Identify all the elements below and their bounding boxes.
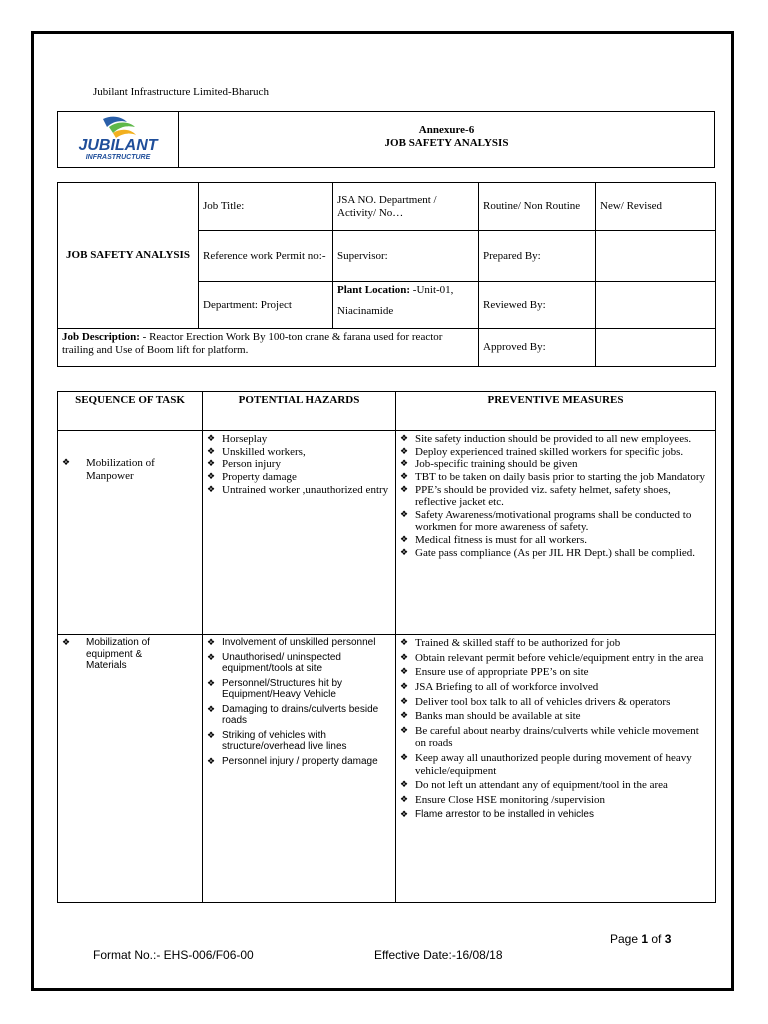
- diamond-bullet-icon: ❖: [207, 651, 216, 662]
- table-row: [58, 635, 716, 903]
- diamond-bullet-icon: ❖: [400, 779, 409, 790]
- approved-by-field: Approved By:: [479, 329, 596, 367]
- effective-date: Effective Date:-16/08/18: [374, 948, 503, 962]
- task-table: [57, 391, 716, 903]
- list-item: ❖ PPE’s should be provided viz. safety helmet, safety shoes, reflective jacket etc.: [400, 483, 671, 509]
- column-header-task: SEQUENCE OF TASK: [58, 392, 203, 431]
- diamond-bullet-icon: ❖: [400, 546, 409, 557]
- jsa-label: JOB SAFETY ANALYSIS: [58, 183, 199, 329]
- list-item: ❖ Deploy experienced trained skilled workers for specific jobs.: [400, 445, 684, 458]
- supervisor-field: Supervisor:: [333, 231, 479, 282]
- company-logo: [58, 112, 179, 168]
- reviewed-by-field: Reviewed By:: [479, 282, 596, 329]
- job-description: [58, 329, 479, 367]
- list-item: ❖ Untrained worker ,unauthorized entry: [207, 483, 389, 496]
- company-name: Jubilant Infrastructure Limited-Bharuch: [93, 86, 269, 98]
- diamond-bullet-icon: ❖: [400, 695, 409, 706]
- diamond-bullet-icon: ❖: [207, 470, 216, 481]
- list-item: ❖ Job-specific training should be given: [400, 458, 578, 471]
- format-number: Format No.:- EHS-006/F06-00: [93, 948, 254, 962]
- list-item: ❖ Damaging to drains/culverts beside roads: [207, 703, 379, 726]
- hazards-cell: [203, 635, 396, 903]
- list-item: ❖ Personnel/Structures hit by Equipment/Heavy Vehicle: [207, 677, 343, 700]
- task-cell: [58, 431, 203, 635]
- table-row: [58, 431, 716, 635]
- department-field: Department: Project: [199, 282, 333, 329]
- list-item: ❖ Personnel injury / property damage: [207, 755, 378, 767]
- svg-text:INFRASTRUCTURE: INFRASTRUCTURE: [85, 153, 151, 161]
- diamond-bullet-icon: ❖: [400, 508, 409, 519]
- diamond-bullet-icon: ❖: [400, 651, 409, 662]
- plant-location-value: -Unit-01,: [410, 284, 454, 296]
- list-item: ❖ Unskilled workers,: [207, 445, 306, 458]
- diamond-bullet-icon: ❖: [62, 637, 71, 647]
- list-item: ❖ Be careful about nearby drains/culverts while vehicle movement on roads: [400, 724, 699, 750]
- list-item: ❖ Deliver tool box talk to all of vehicles drivers & operators: [400, 695, 671, 708]
- task-label: Mobilization of equipment & Materials: [86, 637, 150, 671]
- task-cell: [58, 635, 203, 903]
- job-description-label: Job Description:: [62, 331, 140, 343]
- diamond-bullet-icon: ❖: [207, 433, 216, 443]
- list-item: ❖ Flame arrestor to be installed in vehicles: [400, 808, 594, 820]
- svg-text:JUBILANT: JUBILANT: [78, 136, 158, 154]
- prepared-by-value: [596, 231, 716, 282]
- diamond-bullet-icon: ❖: [400, 724, 409, 735]
- diamond-bullet-icon: ❖: [62, 457, 71, 467]
- diamond-bullet-icon: ❖: [400, 433, 409, 443]
- page-number: Page 1 of 3: [610, 932, 672, 946]
- jsa-no-field: JSA NO. Department / Activity/ No…: [333, 183, 479, 231]
- diamond-bullet-icon: ❖: [207, 703, 216, 714]
- list-item: ❖ Unauthorised/ uninspected equipment/tools at site: [207, 651, 341, 674]
- diamond-bullet-icon: ❖: [400, 680, 409, 691]
- diamond-bullet-icon: ❖: [400, 637, 409, 647]
- list-item: ❖ Banks man should be available at site: [400, 710, 581, 723]
- header-table: [57, 111, 715, 168]
- list-item: ❖ Gate pass compliance (As per JIL HR Dept.) shall be complied.: [400, 546, 696, 559]
- diamond-bullet-icon: ❖: [400, 666, 409, 677]
- list-item: ❖ Medical fitness is must for all workers.: [400, 534, 587, 547]
- diamond-bullet-icon: ❖: [207, 637, 216, 647]
- list-item: ❖ Ensure Close HSE monitoring /supervision: [400, 794, 606, 807]
- info-table: [57, 182, 716, 367]
- list-item: ❖ JSA Briefing to all of workforce involved: [400, 680, 599, 693]
- ref-permit-field: Reference work Permit no:-: [199, 231, 333, 282]
- diamond-bullet-icon: ❖: [207, 458, 216, 469]
- approved-by-value: [596, 329, 716, 367]
- list-item: ❖ Ensure use of appropriate PPE’s on site: [400, 666, 589, 679]
- diamond-bullet-icon: ❖: [207, 729, 216, 740]
- list-item: ❖ Property damage: [207, 470, 297, 483]
- list-item: ❖ Safety Awareness/motivational programs shall be conducted to workmen for more awareness of safety.: [400, 508, 692, 534]
- list-item: ❖ Horseplay: [207, 433, 268, 445]
- diamond-bullet-icon: ❖: [400, 794, 409, 805]
- diamond-bullet-icon: ❖: [207, 483, 216, 494]
- list-item: ❖ TBT to be taken on daily basis prior to starting the job Mandatory: [400, 470, 706, 483]
- reviewed-by-value: [596, 282, 716, 329]
- document-title: JOB SAFETY ANALYSIS: [384, 136, 509, 149]
- prepared-by-field: Prepared By:: [479, 231, 596, 282]
- list-item: ❖ Striking of vehicles with structure/overhead live lines: [207, 729, 347, 752]
- diamond-bullet-icon: ❖: [207, 677, 216, 688]
- job-title-field: Job Title:: [199, 183, 333, 231]
- diamond-bullet-icon: ❖: [400, 808, 409, 819]
- hazards-cell: [203, 431, 396, 635]
- measures-cell: [396, 431, 716, 635]
- task-label: Mobilization of Manpower: [86, 457, 155, 482]
- list-item: ❖ Obtain relevant permit before vehicle/equipment entry in the area: [400, 651, 704, 664]
- diamond-bullet-icon: ❖: [400, 710, 409, 721]
- column-header-hazards: POTENTIAL HAZARDS: [203, 392, 396, 431]
- diamond-bullet-icon: ❖: [400, 752, 409, 763]
- list-item: ❖ Keep away all unauthorized people during movement of heavy vehicle/equipment: [400, 752, 692, 777]
- list-item: ❖ Site safety induction should be provided to all new employees.: [400, 433, 692, 445]
- new-revised-field: New/ Revised: [596, 183, 716, 231]
- annexure-cell: [179, 112, 715, 168]
- diamond-bullet-icon: ❖: [207, 445, 216, 456]
- list-item: ❖ Trained & skilled staff to be authorized for job: [400, 637, 621, 649]
- column-header-measures: PREVENTIVE MEASURES: [396, 392, 716, 431]
- routine-field: Routine/ Non Routine: [479, 183, 596, 231]
- list-item: ❖ Do not left un attendant any of equipment/tool in the area: [400, 779, 668, 792]
- logo-icon: [63, 113, 173, 163]
- diamond-bullet-icon: ❖: [400, 483, 409, 494]
- diamond-bullet-icon: ❖: [400, 470, 409, 481]
- diamond-bullet-icon: ❖: [400, 534, 409, 545]
- list-item: ❖ Person injury: [207, 458, 281, 471]
- measures-cell: [396, 635, 716, 903]
- diamond-bullet-icon: ❖: [207, 755, 216, 766]
- plant-location-field: [333, 282, 479, 329]
- job-description-value: - Reactor Erection Work By 100-ton crane & farana used for reactor trailing and Use of Boom lift for platform.: [62, 331, 443, 356]
- plant-location-label: Plant Location:: [337, 284, 411, 296]
- list-item: ❖ Involvement of unskilled personnel: [207, 637, 376, 648]
- diamond-bullet-icon: ❖: [400, 458, 409, 469]
- diamond-bullet-icon: ❖: [400, 445, 409, 456]
- plant-location-line2: Niacinamide: [337, 304, 394, 317]
- annexure-label: Annexure-6: [418, 124, 475, 136]
